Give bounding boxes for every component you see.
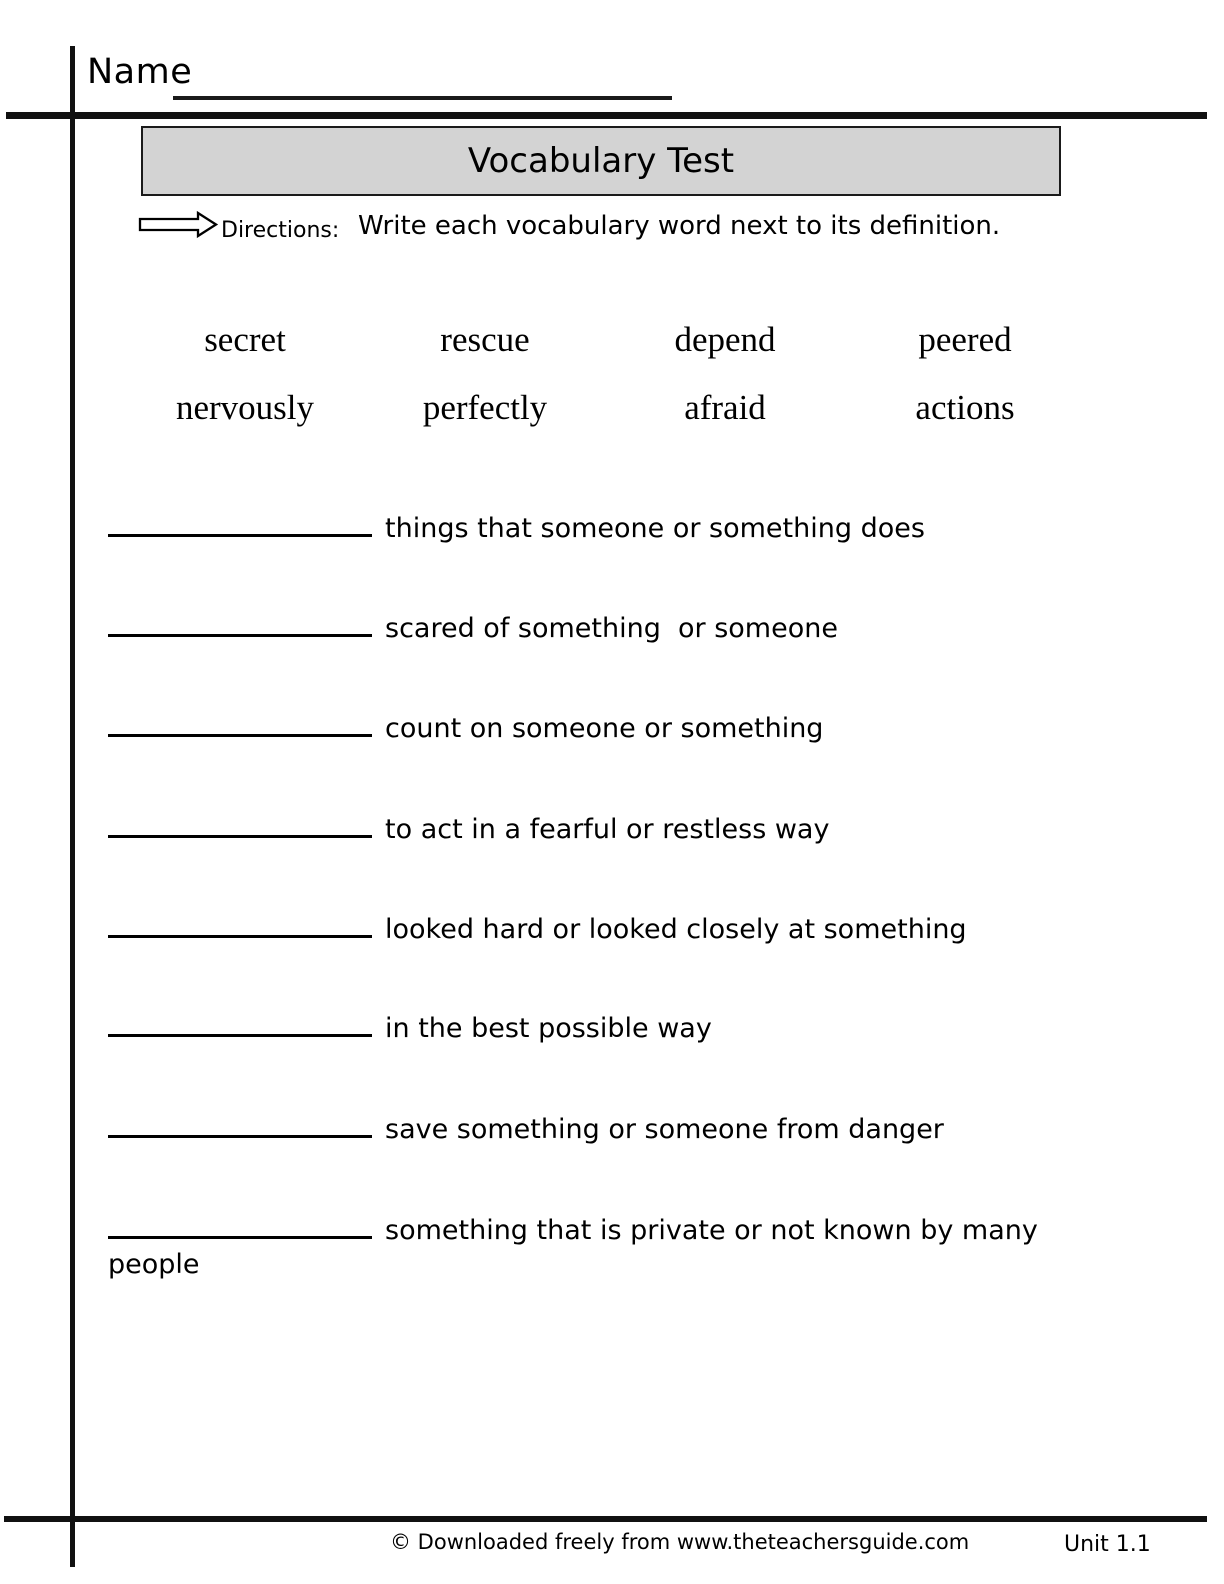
footer-copyright: © Downloaded freely from www.theteachersguide.com [390, 1530, 970, 1554]
right-arrow-icon [138, 209, 220, 241]
name-blank-line [173, 58, 672, 100]
definition-text: to act in a fearful or restless way [385, 814, 830, 845]
answer-blank-line [108, 534, 372, 537]
question-row [108, 913, 1102, 947]
top-rule-line [6, 112, 1207, 119]
definition-text: scared of something or someone [385, 613, 838, 644]
definition-text: save something or someone from danger [385, 1114, 944, 1145]
answer-blank-line [108, 1034, 372, 1037]
word-bank-word: depend [674, 320, 776, 359]
footer-unit-label: Unit 1.1 [1064, 1532, 1151, 1557]
answer-blank-line [108, 634, 372, 637]
word-bank [125, 320, 1085, 428]
title-box [141, 126, 1061, 196]
definition-text: looked hard or looked closely at something [385, 914, 967, 945]
word-bank-word: rescue [440, 320, 530, 359]
definition-text: something that is private or not known by many people [108, 1215, 1047, 1280]
answer-blank-line [108, 1135, 372, 1138]
answer-blank-line [108, 734, 372, 737]
question-row [108, 712, 1102, 746]
name-label: Name [87, 52, 193, 92]
word-bank-word: afraid [684, 388, 766, 427]
answer-blank-line [108, 835, 372, 838]
word-bank-word: actions [915, 388, 1015, 427]
answer-blank-line [108, 935, 372, 938]
directions-text: Write each vocabulary word next to its definition. [358, 211, 1001, 241]
word-bank-word: peered [918, 320, 1012, 359]
directions-label: Directions: [221, 218, 340, 243]
left-margin-line [70, 46, 75, 1567]
word-bank-word: nervously [175, 388, 315, 427]
question-row [108, 1012, 1102, 1046]
question-row [108, 813, 1102, 847]
word-bank-word: secret [204, 320, 286, 359]
page-title: Vocabulary Test [467, 141, 735, 181]
definition-text: count on someone or something [385, 713, 824, 744]
question-row [108, 512, 1102, 546]
definition-text: things that someone or something does [385, 513, 925, 544]
bottom-rule-line [4, 1516, 1207, 1522]
question-row [108, 1214, 1102, 1282]
question-row [108, 612, 1102, 646]
answer-blank-line [108, 1236, 372, 1239]
word-bank-word: perfectly [422, 388, 548, 427]
definition-text: in the best possible way [385, 1013, 712, 1044]
question-row [108, 1113, 1102, 1147]
